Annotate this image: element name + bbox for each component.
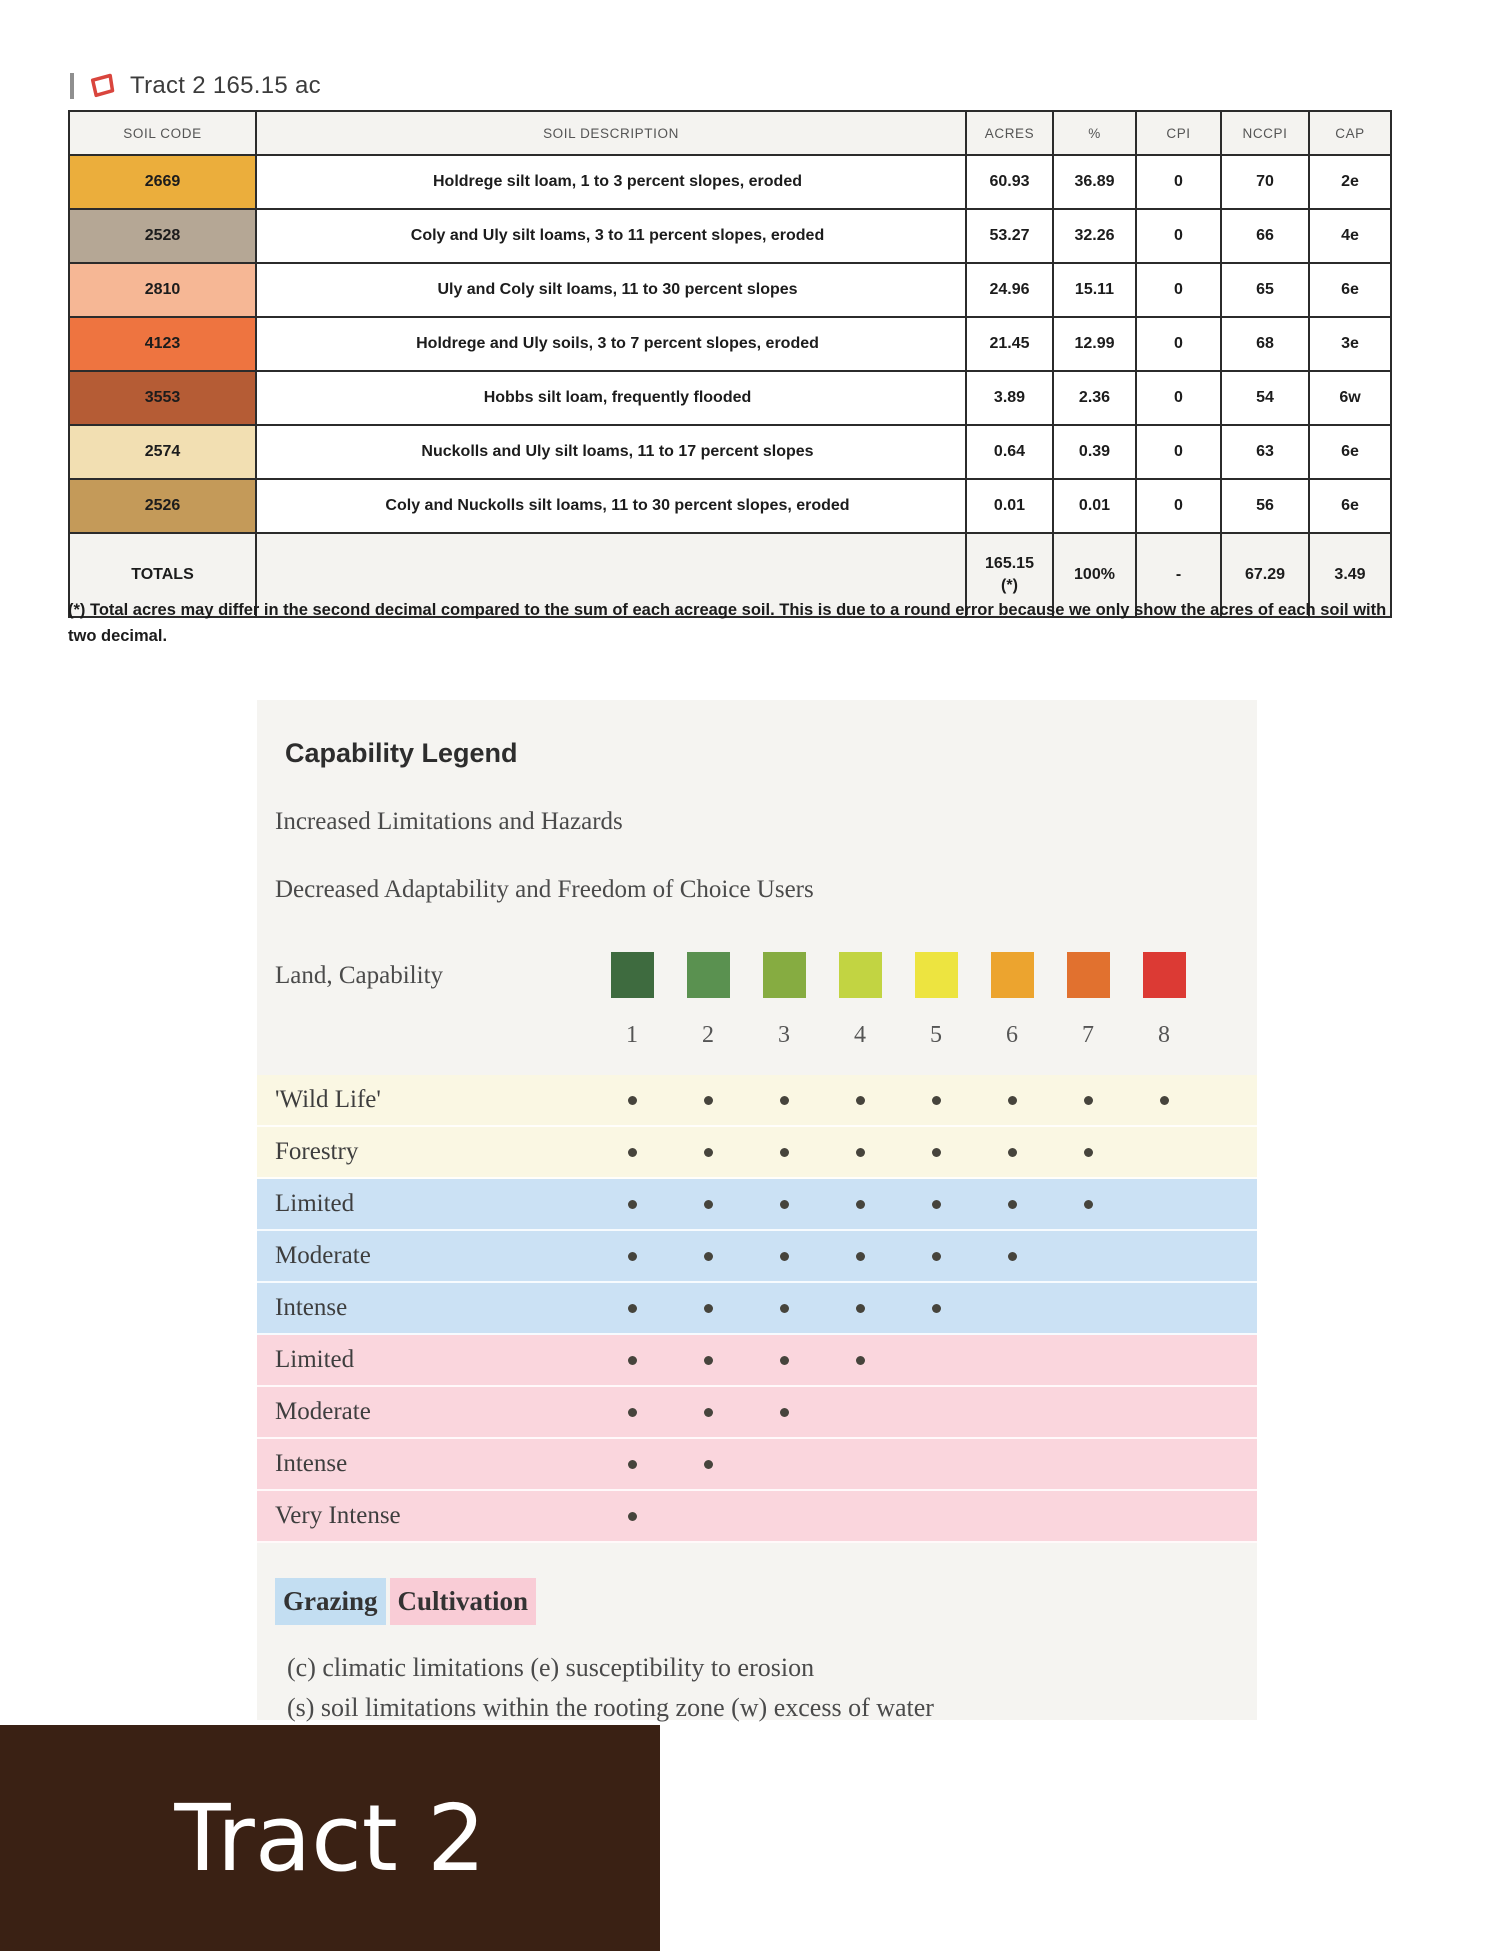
soil-cap: 6e <box>1309 425 1391 479</box>
soils-table <box>68 110 1392 618</box>
row-label: Very Intense <box>275 1502 401 1529</box>
capability-dot <box>856 1148 865 1157</box>
capability-swatch-7 <box>1067 952 1110 998</box>
capability-row-grazing-intense <box>257 1283 1257 1335</box>
soil-acres: 53.27 <box>966 209 1053 263</box>
dot-cell <box>974 1387 1050 1437</box>
col-nccpi: NCCPI <box>1221 111 1309 155</box>
dot-cell <box>670 1387 746 1437</box>
capability-dot <box>780 1148 789 1157</box>
dot-row <box>594 1335 1202 1385</box>
capability-dot <box>704 1460 713 1469</box>
dot-cell <box>746 1231 822 1281</box>
dot-cell <box>746 1075 822 1125</box>
dot-cell <box>898 1075 974 1125</box>
dot-cell <box>1126 1335 1202 1385</box>
capability-dot <box>1008 1252 1017 1261</box>
capability-swatch-6 <box>991 952 1034 998</box>
legend-subtitle-adaptability: Decreased Adaptability and Freedom of Choice Users <box>275 876 814 903</box>
row-label: Limited <box>275 1190 355 1217</box>
capability-dot <box>1008 1096 1017 1105</box>
dot-cell <box>746 1439 822 1489</box>
col-soil-code: SOIL CODE <box>69 111 256 155</box>
col-percent: % <box>1053 111 1136 155</box>
row-label: Moderate <box>275 1242 371 1269</box>
soil-cpi: 0 <box>1136 263 1221 317</box>
soil-code-swatch: 2528 <box>69 209 256 263</box>
dot-cell <box>746 1179 822 1229</box>
dot-cell <box>594 1075 670 1125</box>
capability-swatch-3 <box>763 952 806 998</box>
soil-cap: 6e <box>1309 479 1391 533</box>
soil-code-swatch: 2526 <box>69 479 256 533</box>
soil-description: Uly and Coly silt loams, 11 to 30 percent slopes <box>256 263 966 317</box>
swatch-cell <box>898 952 974 998</box>
soil-cap: 2e <box>1309 155 1391 209</box>
col-soil-description: SOIL DESCRIPTION <box>256 111 966 155</box>
soil-nccpi: 70 <box>1221 155 1309 209</box>
soil-code-swatch: 3553 <box>69 371 256 425</box>
dot-cell <box>974 1491 1050 1541</box>
dot-cell <box>594 1491 670 1541</box>
capability-legend-panel <box>257 700 1257 1720</box>
soil-cap: 6w <box>1309 371 1391 425</box>
dot-cell <box>746 1491 822 1541</box>
capability-dot <box>932 1252 941 1261</box>
dot-cell <box>898 1439 974 1489</box>
totals-cpi: - <box>1136 533 1221 617</box>
soil-description: Holdrege silt loam, 1 to 3 percent slopes, eroded <box>256 155 966 209</box>
col-acres: ACRES <box>966 111 1053 155</box>
legend-notes <box>287 1648 934 1728</box>
dot-cell <box>1050 1387 1126 1437</box>
legend-subtitle-limitations: Increased Limitations and Hazards <box>275 808 623 835</box>
capability-dot <box>932 1148 941 1157</box>
row-label: Intense <box>275 1294 348 1321</box>
dot-cell <box>898 1335 974 1385</box>
dot-cell <box>594 1127 670 1177</box>
totals-nccpi: 67.29 <box>1221 533 1309 617</box>
swatch-cell <box>670 952 746 998</box>
table-header-row <box>69 111 1391 155</box>
soil-code-swatch: 2574 <box>69 425 256 479</box>
capability-dot <box>628 1148 637 1157</box>
dot-cell <box>974 1231 1050 1281</box>
dot-cell <box>1126 1439 1202 1489</box>
swatch-cell <box>822 952 898 998</box>
soil-acres: 24.96 <box>966 263 1053 317</box>
col-cap: CAP <box>1309 111 1391 155</box>
dot-cell <box>974 1335 1050 1385</box>
capability-dot <box>856 1252 865 1261</box>
soil-description: Coly and Uly silt loams, 3 to 11 percent slopes, eroded <box>256 209 966 263</box>
capability-row-cultivation-intense <box>257 1439 1257 1491</box>
soil-cap: 3e <box>1309 317 1391 371</box>
dot-cell <box>898 1231 974 1281</box>
dot-cell <box>670 1127 746 1177</box>
soil-cpi: 0 <box>1136 479 1221 533</box>
dot-cell <box>822 1231 898 1281</box>
soil-description: Coly and Nuckolls silt loams, 11 to 30 percent slopes, eroded <box>256 479 966 533</box>
capability-class-numbers <box>594 1022 1202 1049</box>
capability-dot <box>628 1356 637 1365</box>
capability-row-wildlife <box>257 1075 1257 1127</box>
soil-percent: 32.26 <box>1053 209 1136 263</box>
soil-cpi: 0 <box>1136 317 1221 371</box>
class-number: 6 <box>1006 1022 1018 1048</box>
dot-cell <box>1050 1127 1126 1177</box>
dot-cell <box>1126 1179 1202 1229</box>
dot-cell <box>822 1179 898 1229</box>
capability-dot <box>780 1356 789 1365</box>
dot-cell <box>670 1179 746 1229</box>
tract-footer-banner <box>0 1725 660 1951</box>
class-number: 7 <box>1082 1022 1094 1048</box>
table-row <box>69 209 1391 263</box>
note-climatic-erosion: (c) climatic limitations (e) susceptibility to erosion <box>287 1653 815 1682</box>
dot-cell <box>822 1335 898 1385</box>
soil-cpi: 0 <box>1136 155 1221 209</box>
dot-cell <box>1050 1283 1126 1333</box>
dot-row <box>594 1075 1202 1125</box>
class-number: 8 <box>1158 1022 1170 1048</box>
capability-dot <box>780 1304 789 1313</box>
capability-dot <box>932 1096 941 1105</box>
capability-row-grazing-moderate <box>257 1231 1257 1283</box>
capability-dot <box>628 1200 637 1209</box>
dot-cell <box>1126 1231 1202 1281</box>
table-row <box>69 479 1391 533</box>
soil-description: Holdrege and Uly soils, 3 to 7 percent slopes, eroded <box>256 317 966 371</box>
dot-cell <box>670 1283 746 1333</box>
soil-percent: 36.89 <box>1053 155 1136 209</box>
dot-cell <box>898 1179 974 1229</box>
dot-cell <box>1126 1075 1202 1125</box>
capability-dot <box>704 1356 713 1365</box>
totals-percent: 100% <box>1053 533 1136 617</box>
dot-cell <box>746 1387 822 1437</box>
dot-cell <box>746 1127 822 1177</box>
capability-dot <box>628 1512 637 1521</box>
class-number: 3 <box>778 1022 790 1048</box>
dot-cell <box>974 1179 1050 1229</box>
dot-cell <box>898 1491 974 1541</box>
dot-cell <box>1050 1491 1126 1541</box>
parcel-outline-icon <box>86 72 118 100</box>
dot-row <box>594 1439 1202 1489</box>
dot-cell <box>974 1439 1050 1489</box>
totals-acres: 165.15(*) <box>966 533 1053 617</box>
dot-cell <box>670 1335 746 1385</box>
dot-cell <box>1050 1075 1126 1125</box>
soil-code-swatch: 2669 <box>69 155 256 209</box>
dot-cell <box>974 1075 1050 1125</box>
capability-dot <box>628 1096 637 1105</box>
soil-description: Hobbs silt loam, frequently flooded <box>256 371 966 425</box>
legend-title: Capability Legend <box>285 738 518 768</box>
capability-dot <box>932 1304 941 1313</box>
soil-percent: 15.11 <box>1053 263 1136 317</box>
soil-nccpi: 54 <box>1221 371 1309 425</box>
capability-dot <box>704 1304 713 1313</box>
swatch-cell <box>594 952 670 998</box>
swatch-cell <box>1050 952 1126 998</box>
dot-cell <box>594 1439 670 1489</box>
capability-matrix <box>257 1075 1257 1543</box>
capability-dot <box>704 1252 713 1261</box>
legend-key <box>275 1578 536 1625</box>
capability-dot <box>1084 1096 1093 1105</box>
dot-cell <box>822 1439 898 1489</box>
soil-percent: 12.99 <box>1053 317 1136 371</box>
soil-acres: 21.45 <box>966 317 1053 371</box>
capability-dot <box>1008 1148 1017 1157</box>
table-row <box>69 263 1391 317</box>
soil-code-swatch: 2810 <box>69 263 256 317</box>
capability-dot <box>704 1096 713 1105</box>
capability-row-cultivation-very-intense <box>257 1491 1257 1543</box>
dot-cell <box>898 1283 974 1333</box>
dot-cell <box>670 1439 746 1489</box>
capability-dot <box>932 1200 941 1209</box>
row-label: Forestry <box>275 1138 359 1165</box>
dot-cell <box>898 1387 974 1437</box>
tract-header <box>70 72 321 100</box>
class-number: 5 <box>930 1022 942 1048</box>
dot-cell <box>594 1179 670 1229</box>
swatch-cell <box>1126 952 1202 998</box>
dot-row <box>594 1127 1202 1177</box>
capability-dot <box>856 1304 865 1313</box>
dot-cell <box>670 1231 746 1281</box>
capability-dot <box>704 1148 713 1157</box>
table-row <box>69 425 1391 479</box>
dot-cell <box>822 1075 898 1125</box>
soil-acres: 60.93 <box>966 155 1053 209</box>
capability-dot <box>780 1408 789 1417</box>
capability-dot <box>704 1408 713 1417</box>
capability-swatch-1 <box>611 952 654 998</box>
soil-percent: 2.36 <box>1053 371 1136 425</box>
soil-acres: 3.89 <box>966 371 1053 425</box>
dot-row <box>594 1387 1202 1437</box>
table-footnote: (*) Total acres may differ in the second decimal compared to the sum of each acreage soil. This is due to a round error because we only show the acres of each soil with two decimal. <box>68 601 1387 645</box>
soil-percent: 0.01 <box>1053 479 1136 533</box>
capability-row-cultivation-limited <box>257 1335 1257 1387</box>
capability-dot <box>780 1096 789 1105</box>
capability-dot <box>856 1200 865 1209</box>
dot-row <box>594 1491 1202 1541</box>
dot-cell <box>1126 1387 1202 1437</box>
capability-dot <box>856 1356 865 1365</box>
capability-swatch-8 <box>1143 952 1186 998</box>
soil-cap: 6e <box>1309 263 1391 317</box>
row-label: 'Wild Life' <box>275 1086 381 1113</box>
soil-cpi: 0 <box>1136 371 1221 425</box>
capability-dot <box>628 1408 637 1417</box>
class-number: 1 <box>626 1022 638 1048</box>
soil-nccpi: 65 <box>1221 263 1309 317</box>
dot-cell <box>670 1075 746 1125</box>
capability-dot <box>1084 1148 1093 1157</box>
dot-cell <box>974 1127 1050 1177</box>
capability-dot <box>1160 1096 1169 1105</box>
soil-nccpi: 66 <box>1221 209 1309 263</box>
row-label: Intense <box>275 1450 348 1477</box>
totals-cap: 3.49 <box>1309 533 1391 617</box>
land-capability-label: Land, Capability <box>275 962 444 989</box>
soil-nccpi: 68 <box>1221 317 1309 371</box>
dot-row <box>594 1179 1202 1229</box>
row-label: Limited <box>275 1346 355 1373</box>
grazing-key-chip: Grazing <box>275 1578 386 1625</box>
dot-cell <box>594 1231 670 1281</box>
footer-tract-label: Tract 2 <box>174 1784 486 1892</box>
soil-code-swatch: 4123 <box>69 317 256 371</box>
dot-cell <box>822 1283 898 1333</box>
totals-label: TOTALS <box>69 533 256 617</box>
capability-swatch-4 <box>839 952 882 998</box>
soil-cap: 4e <box>1309 209 1391 263</box>
capability-dot <box>856 1096 865 1105</box>
class-number: 4 <box>854 1022 866 1048</box>
capability-dot <box>628 1460 637 1469</box>
soil-acres: 0.01 <box>966 479 1053 533</box>
dot-cell <box>1050 1179 1126 1229</box>
dot-cell <box>746 1335 822 1385</box>
soil-cpi: 0 <box>1136 209 1221 263</box>
capability-dot <box>628 1252 637 1261</box>
dot-cell <box>1126 1491 1202 1541</box>
capability-swatch-2 <box>687 952 730 998</box>
capability-row-forestry <box>257 1127 1257 1179</box>
cultivation-key-chip: Cultivation <box>390 1578 537 1625</box>
row-label: Moderate <box>275 1398 371 1425</box>
capability-dot <box>704 1200 713 1209</box>
page-title: Tract 2 165.15 ac <box>130 72 321 99</box>
note-soil-water: (s) soil limitations within the rooting zone (w) excess of water <box>287 1693 934 1722</box>
dot-cell <box>594 1335 670 1385</box>
capability-dot <box>628 1304 637 1313</box>
capability-dot <box>1084 1200 1093 1209</box>
capability-dot <box>780 1200 789 1209</box>
dot-cell <box>1050 1439 1126 1489</box>
table-row <box>69 155 1391 209</box>
capability-row-cultivation-moderate <box>257 1387 1257 1439</box>
dot-cell <box>746 1283 822 1333</box>
dot-cell <box>822 1127 898 1177</box>
col-cpi: CPI <box>1136 111 1221 155</box>
capability-row-grazing-limited <box>257 1179 1257 1231</box>
dot-cell <box>822 1387 898 1437</box>
soil-nccpi: 63 <box>1221 425 1309 479</box>
soil-cpi: 0 <box>1136 425 1221 479</box>
swatch-cell <box>746 952 822 998</box>
table-row <box>69 371 1391 425</box>
dot-cell <box>898 1127 974 1177</box>
dot-cell <box>1050 1231 1126 1281</box>
class-number: 2 <box>702 1022 714 1048</box>
soil-percent: 0.39 <box>1053 425 1136 479</box>
dot-cell <box>1126 1127 1202 1177</box>
capability-class-swatches <box>594 952 1202 998</box>
swatch-cell <box>974 952 1050 998</box>
dot-cell <box>974 1283 1050 1333</box>
dot-cell <box>670 1491 746 1541</box>
soil-description: Nuckolls and Uly silt loams, 11 to 17 percent slopes <box>256 425 966 479</box>
dot-cell <box>1126 1283 1202 1333</box>
soil-nccpi: 56 <box>1221 479 1309 533</box>
dot-row <box>594 1283 1202 1333</box>
capability-dot <box>780 1252 789 1261</box>
dot-cell <box>822 1491 898 1541</box>
dot-cell <box>1050 1335 1126 1385</box>
divider-bar <box>70 73 74 99</box>
dot-row <box>594 1231 1202 1281</box>
soil-acres: 0.64 <box>966 425 1053 479</box>
capability-dot <box>1008 1200 1017 1209</box>
capability-swatch-5 <box>915 952 958 998</box>
dot-cell <box>594 1283 670 1333</box>
dot-cell <box>594 1387 670 1437</box>
table-row <box>69 317 1391 371</box>
